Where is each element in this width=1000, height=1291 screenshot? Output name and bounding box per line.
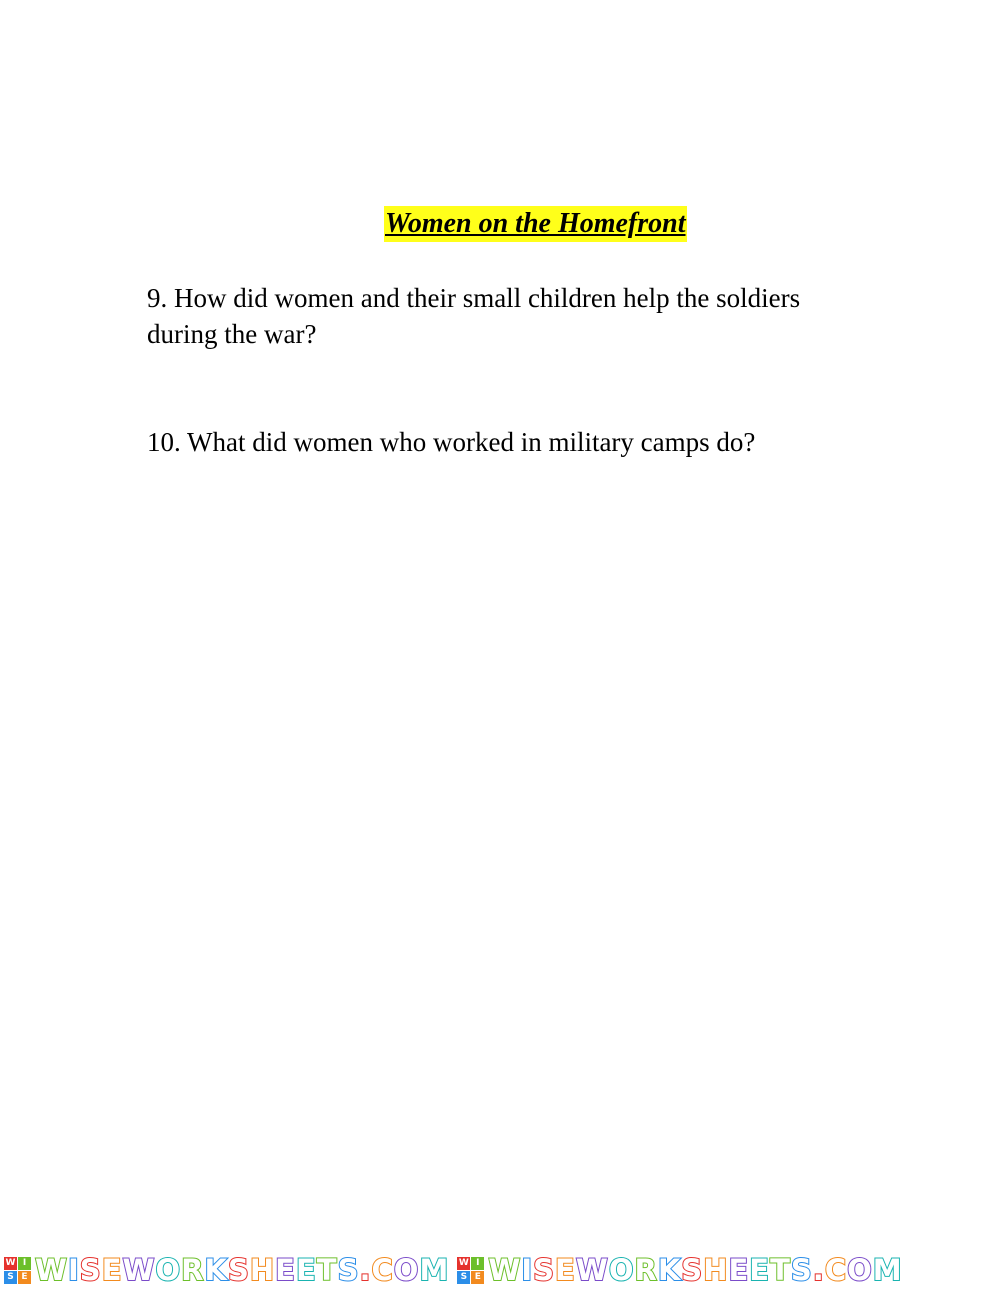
brand-letter: H	[249, 1253, 276, 1287]
brand-letter: S	[79, 1253, 102, 1287]
logo-letter: I	[18, 1257, 31, 1270]
brand-letter: K	[657, 1253, 682, 1287]
logo-letter: W	[5, 1257, 16, 1268]
brand-letter: E	[295, 1253, 317, 1287]
brand-letter: E	[101, 1253, 123, 1287]
brand-text	[35, 1254, 449, 1286]
brand-logo-icon	[4, 1257, 31, 1284]
question-10: 10. What did women who worked in military camps do?	[147, 427, 756, 457]
brand-watermark-2	[457, 1254, 902, 1286]
logo-letter: E	[18, 1271, 31, 1284]
brand-letter: R	[181, 1253, 205, 1287]
brand-watermark-1	[4, 1254, 449, 1286]
brand-letter: T	[770, 1253, 791, 1287]
brand-letter: E	[275, 1253, 296, 1287]
logo-letter: S	[4, 1271, 17, 1284]
brand-letter: .	[812, 1253, 825, 1287]
logo-letter: E	[471, 1271, 484, 1284]
brand-letter: E	[555, 1253, 576, 1287]
brand-letter: O	[393, 1253, 420, 1287]
page-title: Women on the Homefront	[384, 206, 687, 242]
brand-letter: .	[359, 1253, 372, 1287]
brand-letter: C	[371, 1253, 394, 1287]
footer-watermark	[0, 1252, 1000, 1288]
logo-letter: S	[457, 1271, 470, 1284]
brand-letter: K	[204, 1253, 228, 1287]
brand-text	[488, 1254, 902, 1286]
brand-letter: S	[337, 1253, 360, 1287]
brand-letter: S	[681, 1253, 704, 1287]
brand-letter: O	[155, 1253, 182, 1287]
brand-letter: S	[533, 1253, 555, 1287]
brand-letter: C	[824, 1253, 848, 1287]
brand-letter: T	[316, 1253, 338, 1287]
brand-letter: W	[35, 1253, 68, 1287]
logo-letter: W	[458, 1257, 469, 1268]
brand-letter: E	[728, 1253, 750, 1287]
title-block	[384, 206, 687, 242]
brand-letter: M	[419, 1253, 450, 1287]
brand-letter: E	[749, 1253, 771, 1287]
brand-letter: O	[847, 1253, 873, 1287]
logo-letter: I	[471, 1257, 484, 1270]
brand-letter: I	[68, 1253, 80, 1287]
brand-letter: H	[703, 1253, 729, 1287]
brand-letter: I	[521, 1253, 534, 1287]
brand-letter: S	[227, 1253, 250, 1287]
brand-letter: R	[634, 1253, 658, 1287]
brand-logo-icon	[457, 1257, 484, 1284]
brand-letter: M	[872, 1253, 903, 1287]
brand-letter: W	[488, 1253, 522, 1287]
brand-letter: W	[122, 1253, 156, 1287]
brand-letter: O	[608, 1253, 635, 1287]
brand-letter: W	[575, 1253, 609, 1287]
question-9: 9. How did women and their small children help the soldiers during the war?	[147, 283, 801, 349]
brand-letter: S	[790, 1253, 813, 1287]
